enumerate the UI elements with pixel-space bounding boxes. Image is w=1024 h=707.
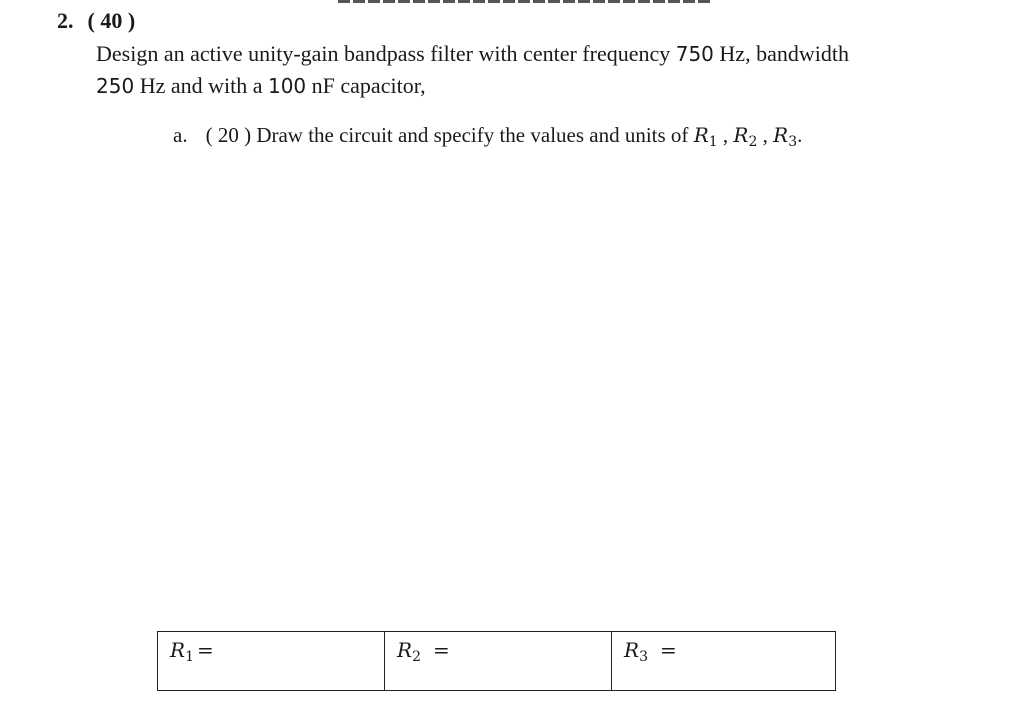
- bandwidth-value: 250: [96, 74, 135, 98]
- center-frequency-value: 750: [675, 42, 714, 66]
- part-a-sep-3: .: [797, 123, 803, 147]
- answer-label-r2: $R_2$: [397, 638, 421, 665]
- answer-cell-r1[interactable]: [158, 632, 385, 691]
- answer-table: [157, 631, 836, 691]
- part-a-var-r1: $R_1$: [693, 123, 718, 150]
- answer-label-r1: $R_1$: [170, 638, 194, 665]
- part-a-var-r2: $R_2$: [733, 123, 758, 150]
- answer-row: [158, 632, 836, 691]
- answer-cell-r2[interactable]: [385, 632, 612, 691]
- header-rule: [338, 0, 710, 3]
- part-a: [173, 123, 802, 148]
- question-text: [96, 38, 956, 102]
- part-a-sep-1: ,: [717, 123, 734, 147]
- answer-eq-r2: =: [432, 638, 450, 662]
- question-text-3: Hz and with a: [134, 73, 268, 98]
- question-text-1: Design an active unity-gain bandpass filter with center frequency: [96, 41, 676, 66]
- capacitor-value: 100: [267, 74, 307, 98]
- answer-label-r3: $R_3$: [624, 638, 648, 665]
- part-a-text: ( 20 ) Draw the circuit and specify the values and units of: [205, 123, 694, 147]
- question-text-4: nF capacitor,: [306, 73, 426, 98]
- part-a-label: a.: [173, 123, 188, 147]
- question-number: 2.: [57, 8, 74, 33]
- question-points: ( 40 ): [87, 8, 136, 33]
- part-a-sep-2: ,: [757, 123, 774, 147]
- question-text-2: Hz, bandwidth: [713, 41, 849, 66]
- part-a-var-r3: $R_3$: [773, 123, 798, 150]
- answer-cell-r3[interactable]: [612, 632, 836, 691]
- answer-eq-r1: =: [196, 638, 214, 662]
- answer-eq-r3: =: [659, 638, 677, 662]
- question-heading: [57, 8, 135, 34]
